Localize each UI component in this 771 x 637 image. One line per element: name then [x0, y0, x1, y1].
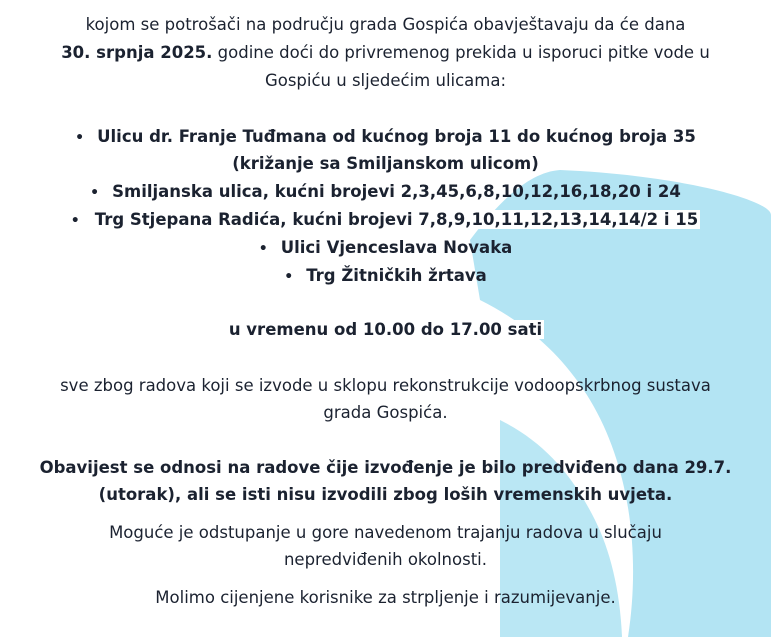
- deviation-line-2-text: nepredviđenih okolnosti.: [283, 550, 488, 569]
- street-item-1: [0, 126, 771, 149]
- deviation-line-2: [0, 549, 771, 571]
- bullet-icon: •: [75, 130, 85, 146]
- street-item-2-text: Smiljanska ulica, kućni brojevi 2,3,45,6,8,10,12,16,18,20 i 24: [112, 182, 681, 201]
- outage-date: 30. srpnja 2025.: [61, 43, 213, 62]
- bullet-icon: •: [90, 185, 100, 201]
- bullet-icon: •: [258, 241, 268, 257]
- street-item-3-text: Trg Stjepana Radića, kućni brojevi 7,8,9,10,11,12,13,14,14/2 i 15: [94, 210, 699, 229]
- notice-line-2: (utorak), ali se isti nisu izvodili zbog loših vremenskih uvjeta.: [98, 485, 673, 504]
- street-item-4: [0, 237, 771, 260]
- reason-line-2: grada Gospića.: [323, 403, 448, 422]
- notice-line-1: Obavijest se odnosi na radove čije izvođenje je bilo predviđeno dana 29.7.: [39, 458, 732, 477]
- intro-line-2: [0, 42, 771, 64]
- street-item-4-text: Ulici Vjenceslava Novaka: [280, 238, 513, 257]
- bullet-icon: •: [70, 213, 80, 229]
- intro-line-1: kojom se potrošači na području grada Gospića obavještavaju da će dana: [85, 15, 686, 34]
- street-item-1-text: Ulicu dr. Franje Tuđmana od kućnog broja 11 do kućnog broja 35: [97, 127, 696, 146]
- street-item-3: [0, 209, 771, 232]
- street-item-1-continuation: (križanje sa Smiljanskom ulicom): [232, 154, 539, 173]
- closing-line: Molimo cijenjene korisnike za strpljenje i razumijevanje.: [155, 588, 616, 607]
- outage-time: [0, 319, 771, 341]
- deviation-line-1: Moguće je odstupanje u gore navedenom trajanju radova u slučaju: [109, 523, 662, 542]
- reason-line-1: sve zbog radova koji se izvode u sklopu rekonstrukcije vodoopskrbnog sustava: [60, 376, 711, 395]
- bullet-icon: •: [284, 269, 294, 285]
- intro-line-2-rest: godine doći do privremenog prekida u isporuci pitke vode u: [212, 43, 710, 62]
- street-item-5-text: Trg Žitničkih žrtava: [306, 266, 487, 285]
- outage-time-text: u vremenu od 10.00 do 17.00 sati: [228, 320, 543, 339]
- intro-line-3: Gospiću u sljedećim ulicama:: [264, 71, 507, 90]
- street-item-2: [0, 181, 771, 204]
- street-item-5: [0, 265, 771, 288]
